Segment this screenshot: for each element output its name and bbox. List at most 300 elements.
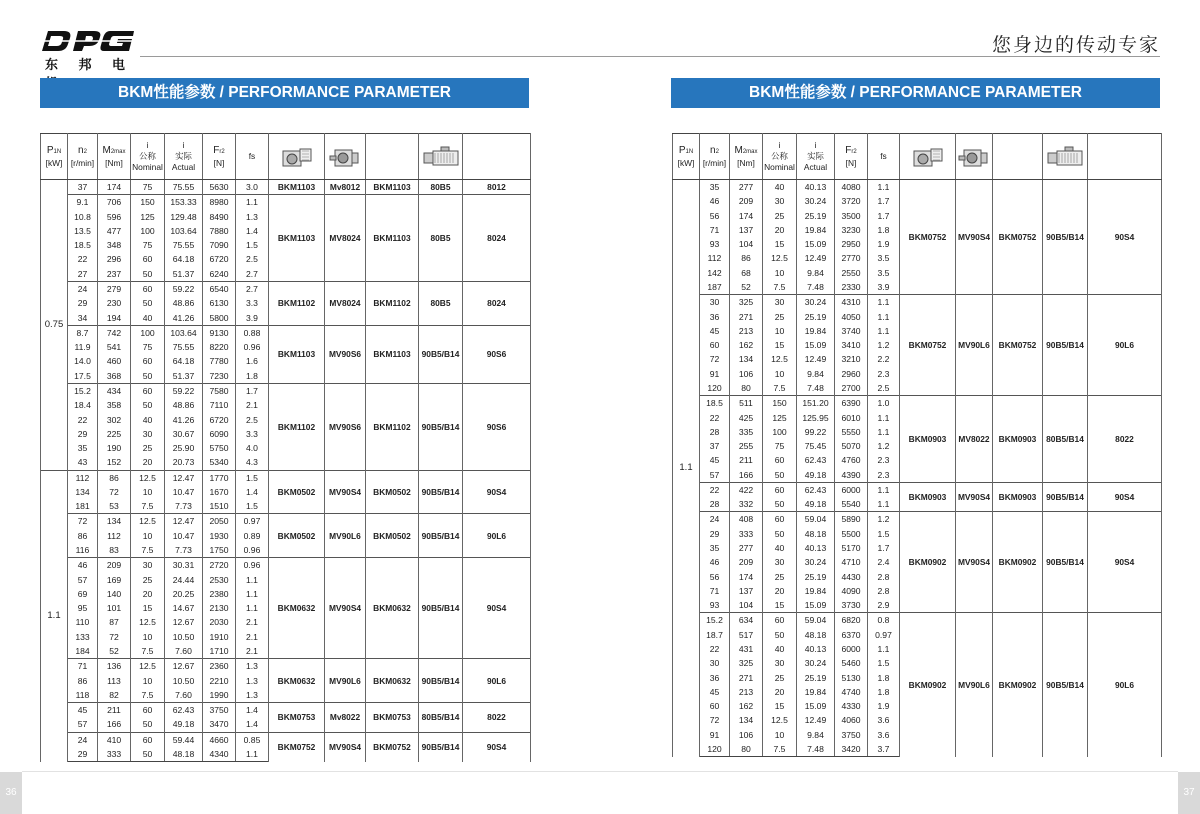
table-row	[41, 470, 531, 485]
speed-cell: 184	[68, 644, 98, 659]
fs-cell: 1.1	[868, 411, 900, 425]
torque-cell: 86	[98, 470, 131, 485]
col-model-4	[1043, 134, 1088, 180]
speed-cell: 13.5	[68, 224, 98, 238]
col-speed: n2 [r/min]	[68, 134, 98, 180]
ratio-actual-cell: 99.22	[797, 425, 835, 439]
torque-cell: 137	[730, 223, 763, 237]
motor-code-cell: 8024	[463, 195, 531, 282]
reducer-model-b-cell: BKM0902	[993, 613, 1043, 757]
ratio-nominal-cell: 10	[763, 728, 797, 742]
fs-cell: 3.3	[236, 296, 269, 310]
force-cell: 6130	[203, 296, 236, 310]
ratio-nominal-cell: 7.5	[763, 280, 797, 295]
fs-cell: 1.1	[868, 425, 900, 439]
ratio-nominal-cell: 10	[131, 529, 165, 543]
force-cell: 6000	[835, 642, 868, 656]
table-row	[41, 558, 531, 573]
speed-cell: 133	[68, 630, 98, 644]
fs-cell: 2.8	[868, 570, 900, 584]
torque-cell: 271	[730, 671, 763, 685]
fs-cell: 1.0	[868, 396, 900, 411]
reducer-model-b-cell: BKM1103	[366, 195, 419, 282]
flange-cell: 90B5/B14	[419, 558, 463, 659]
reducer-model-cell: BKM0502	[269, 514, 325, 558]
performance-table-left	[40, 133, 531, 762]
speed-cell: 72	[68, 514, 98, 529]
force-cell: 2720	[203, 558, 236, 573]
fs-cell: 1.5	[236, 238, 269, 252]
ratio-actual-cell: 9.84	[797, 266, 835, 280]
fs-cell: 1.4	[236, 224, 269, 238]
motor-model-cell: MV90L6	[956, 613, 993, 757]
ratio-actual-cell: 15.09	[797, 338, 835, 352]
force-cell: 3720	[835, 194, 868, 208]
ratio-actual-cell: 48.18	[165, 747, 203, 762]
table-row	[41, 180, 531, 195]
torque-cell: 83	[98, 543, 131, 558]
torque-cell: 431	[730, 642, 763, 656]
ratio-actual-cell: 7.73	[165, 499, 203, 514]
force-cell: 5460	[835, 656, 868, 670]
reducer-model-b-cell: BKM1103	[366, 325, 419, 383]
force-cell: 6820	[835, 613, 868, 628]
reducer-model-cell: BKM0902	[900, 512, 956, 613]
torque-cell: 169	[98, 573, 131, 587]
reducer-model-b-cell: BKM0502	[366, 470, 419, 514]
ratio-nominal-cell: 60	[763, 613, 797, 628]
ratio-actual-cell: 151.20	[797, 396, 835, 411]
speed-cell: 24	[700, 512, 730, 527]
flange-cell: 90B5/B14	[419, 732, 463, 762]
fs-cell: 3.7	[868, 742, 900, 757]
fs-cell: 0.89	[236, 529, 269, 543]
ratio-actual-cell: 51.37	[165, 369, 203, 384]
ratio-nominal-cell: 60	[131, 732, 165, 747]
force-cell: 5750	[203, 441, 236, 455]
flange-cell: 90B5/B14	[1043, 512, 1088, 613]
ratio-nominal-cell: 7.5	[131, 644, 165, 659]
ratio-actual-cell: 30.24	[797, 194, 835, 208]
fs-cell: 2.5	[236, 252, 269, 266]
speed-cell: 18.5	[68, 238, 98, 252]
torque-cell: 460	[98, 354, 131, 368]
force-cell: 2380	[203, 587, 236, 601]
ratio-nominal-cell: 12.5	[763, 713, 797, 727]
ratio-actual-cell: 40.13	[797, 180, 835, 195]
ratio-actual-cell: 19.84	[797, 324, 835, 338]
col-torque: M2max [Nm]	[98, 134, 131, 180]
ratio-nominal-cell: 60	[131, 703, 165, 718]
fs-cell: 0.96	[236, 543, 269, 558]
gear-icon	[280, 146, 314, 168]
ratio-nominal-cell: 12.5	[131, 615, 165, 629]
reducer-model-b-cell: BKM0903	[993, 482, 1043, 512]
ratio-actual-cell: 7.48	[797, 742, 835, 757]
fs-cell: 3.3	[236, 427, 269, 441]
flange-cell: 80B5	[419, 180, 463, 195]
ratio-actual-cell: 24.44	[165, 573, 203, 587]
force-cell: 3420	[835, 742, 868, 757]
speed-cell: 36	[700, 310, 730, 324]
speed-cell: 46	[700, 555, 730, 569]
force-cell: 8980	[203, 195, 236, 210]
torque-cell: 104	[730, 237, 763, 251]
ratio-nominal-cell: 25	[763, 310, 797, 324]
ratio-actual-cell: 19.84	[797, 685, 835, 699]
header-row	[673, 134, 1162, 180]
ratio-actual-cell: 41.26	[165, 311, 203, 326]
ratio-nominal-cell: 40	[131, 413, 165, 427]
force-cell: 1770	[203, 470, 236, 485]
motor-code-cell: 90S4	[463, 470, 531, 514]
ratio-nominal-cell: 10	[131, 630, 165, 644]
force-cell: 4660	[203, 732, 236, 747]
ratio-nominal-cell: 20	[131, 587, 165, 601]
fs-cell: 2.1	[236, 644, 269, 659]
ratio-nominal-cell: 12.5	[763, 251, 797, 265]
fs-cell: 0.96	[236, 340, 269, 354]
speed-cell: 29	[68, 296, 98, 310]
col-model-2	[325, 134, 366, 180]
torque-cell: 333	[98, 747, 131, 762]
header-divider	[140, 56, 1160, 57]
fs-cell: 1.3	[236, 688, 269, 703]
reducer-model-cell: BKM0752	[269, 732, 325, 762]
ratio-nominal-cell: 25	[763, 671, 797, 685]
speed-cell: 56	[700, 209, 730, 223]
ratio-nominal-cell: 40	[131, 311, 165, 326]
motor-code-cell: 90S6	[463, 383, 531, 470]
torque-cell: 72	[98, 630, 131, 644]
torque-cell: 209	[730, 194, 763, 208]
speed-cell: 46	[68, 558, 98, 573]
fs-cell: 1.1	[868, 180, 900, 195]
motor-model-cell: MV8022	[956, 396, 993, 483]
fs-cell: 2.3	[868, 453, 900, 467]
fs-cell: 1.3	[236, 659, 269, 674]
ratio-actual-cell: 49.18	[165, 717, 203, 732]
torque-cell: 166	[98, 717, 131, 732]
torque-cell: 348	[98, 238, 131, 252]
ratio-actual-cell: 12.49	[797, 352, 835, 366]
table-row	[673, 396, 1162, 411]
torque-cell: 511	[730, 396, 763, 411]
fs-cell: 2.8	[868, 584, 900, 598]
ratio-nominal-cell: 60	[131, 252, 165, 266]
ratio-nominal-cell: 25	[763, 570, 797, 584]
reducer-model-cell: BKM0632	[269, 659, 325, 703]
force-cell: 4330	[835, 699, 868, 713]
reducer-model-b-cell: BKM1103	[366, 180, 419, 195]
reducer-model-b-cell: BKM0752	[993, 295, 1043, 396]
table-row	[41, 514, 531, 529]
col-radial-force: Fr2 [N]	[203, 134, 236, 180]
fs-cell: 1.8	[236, 369, 269, 384]
ratio-actual-cell: 30.24	[797, 656, 835, 670]
ratio-nominal-cell: 75	[131, 180, 165, 195]
ratio-nominal-cell: 20	[131, 455, 165, 470]
reducer-model-cell: BKM0752	[900, 180, 956, 295]
force-cell: 6540	[203, 281, 236, 296]
fs-cell: 4.3	[236, 455, 269, 470]
fs-cell: 1.2	[868, 338, 900, 352]
fs-cell: 1.1	[236, 601, 269, 615]
ratio-actual-cell: 9.84	[797, 728, 835, 742]
ratio-actual-cell: 48.86	[165, 296, 203, 310]
motor-model-cell: MV90S4	[325, 558, 366, 659]
torque-cell: 162	[730, 338, 763, 352]
torque-cell: 325	[730, 656, 763, 670]
force-cell: 5130	[835, 671, 868, 685]
torque-cell: 277	[730, 180, 763, 195]
speed-cell: 71	[68, 659, 98, 674]
motor-model-cell: MV8024	[325, 281, 366, 325]
ratio-nominal-cell: 40	[763, 642, 797, 656]
ratio-actual-cell: 7.60	[165, 644, 203, 659]
col-model-5	[463, 134, 531, 180]
torque-cell: 80	[730, 381, 763, 396]
force-cell: 1710	[203, 644, 236, 659]
force-cell: 2050	[203, 514, 236, 529]
ratio-nominal-cell: 10	[131, 485, 165, 499]
speed-cell: 46	[700, 194, 730, 208]
ratio-nominal-cell: 60	[763, 482, 797, 497]
power-cell: 1.1	[41, 470, 68, 762]
force-cell: 2700	[835, 381, 868, 396]
force-cell: 5070	[835, 439, 868, 453]
speed-cell: 134	[68, 485, 98, 499]
ratio-nominal-cell: 12.5	[131, 514, 165, 529]
col-ratio-nominal: i 公称 Nominal	[131, 134, 165, 180]
speed-cell: 57	[68, 573, 98, 587]
col-service-factor: fs	[868, 134, 900, 180]
torque-cell: 134	[730, 352, 763, 366]
ratio-actual-cell: 59.22	[165, 281, 203, 296]
torque-cell: 213	[730, 685, 763, 699]
speed-cell: 56	[700, 570, 730, 584]
ratio-nominal-cell: 50	[131, 398, 165, 412]
reducer-model-b-cell: BKM0903	[993, 396, 1043, 483]
ratio-nominal-cell: 30	[763, 295, 797, 310]
ratio-nominal-cell: 60	[763, 453, 797, 467]
ratio-nominal-cell: 60	[763, 512, 797, 527]
ratio-actual-cell: 12.49	[797, 713, 835, 727]
force-cell: 3750	[835, 728, 868, 742]
force-cell: 3730	[835, 598, 868, 613]
torque-cell: 174	[98, 180, 131, 195]
speed-cell: 37	[68, 180, 98, 195]
ratio-nominal-cell: 15	[763, 338, 797, 352]
motor-code-cell: 90L6	[463, 514, 531, 558]
torque-cell: 410	[98, 732, 131, 747]
ratio-actual-cell: 14.67	[165, 601, 203, 615]
motor-code-cell: 8022	[463, 703, 531, 733]
brand-chinese-name: 东 邦 电	[45, 58, 134, 73]
motor-code-cell: 90L6	[1088, 613, 1162, 757]
fs-cell: 2.5	[868, 381, 900, 396]
torque-cell: 477	[98, 224, 131, 238]
table-row	[673, 180, 1162, 195]
torque-cell: 112	[98, 529, 131, 543]
force-cell: 6000	[835, 482, 868, 497]
force-cell: 4090	[835, 584, 868, 598]
ratio-nominal-cell: 100	[131, 224, 165, 238]
speed-cell: 22	[68, 413, 98, 427]
flange-cell: 90B5/B14	[419, 659, 463, 703]
force-cell: 7110	[203, 398, 236, 412]
torque-cell: 237	[98, 267, 131, 282]
ratio-nominal-cell: 7.5	[763, 381, 797, 396]
force-cell: 7780	[203, 354, 236, 368]
ratio-nominal-cell: 50	[763, 628, 797, 642]
reducer-model-cell: BKM0903	[900, 482, 956, 512]
speed-cell: 14.0	[68, 354, 98, 368]
ratio-nominal-cell: 12.5	[763, 352, 797, 366]
motor-model-cell: MV90S6	[325, 325, 366, 383]
fs-cell: 2.1	[236, 630, 269, 644]
force-cell: 9130	[203, 325, 236, 340]
motor-code-cell: 8024	[463, 281, 531, 325]
speed-cell: 60	[700, 699, 730, 713]
speed-cell: 29	[700, 527, 730, 541]
ratio-actual-cell: 103.64	[165, 224, 203, 238]
speed-cell: 60	[700, 338, 730, 352]
motor-code-cell: 90S4	[1088, 482, 1162, 512]
speed-cell: 118	[68, 688, 98, 703]
ratio-actual-cell: 7.73	[165, 543, 203, 558]
force-cell: 5540	[835, 497, 868, 512]
ratio-actual-cell: 30.67	[165, 427, 203, 441]
ratio-nominal-cell: 10	[763, 324, 797, 338]
reducer-model-cell: BKM1102	[269, 383, 325, 470]
speed-cell: 34	[68, 311, 98, 326]
torque-cell: 209	[98, 558, 131, 573]
motor-model-cell: MV8024	[325, 195, 366, 282]
force-cell: 4060	[835, 713, 868, 727]
fs-cell: 0.88	[236, 325, 269, 340]
torque-cell: 166	[730, 468, 763, 483]
torque-cell: 408	[730, 512, 763, 527]
ratio-nominal-cell: 50	[763, 527, 797, 541]
ratio-nominal-cell: 12.5	[131, 470, 165, 485]
ratio-nominal-cell: 40	[763, 541, 797, 555]
motor-model-cell: MV90S4	[325, 470, 366, 514]
ratio-actual-cell: 25.90	[165, 441, 203, 455]
speed-cell: 57	[700, 468, 730, 483]
motor-code-cell: 90L6	[1088, 295, 1162, 396]
torque-cell: 434	[98, 383, 131, 398]
motor-code-cell: 90L6	[463, 659, 531, 703]
motor-model-cell: Mv8012	[325, 180, 366, 195]
ratio-nominal-cell: 50	[763, 468, 797, 483]
fs-cell: 1.7	[236, 383, 269, 398]
speed-cell: 86	[68, 674, 98, 688]
ratio-actual-cell: 19.84	[797, 584, 835, 598]
ratio-actual-cell: 48.86	[165, 398, 203, 412]
fs-cell: 2.7	[236, 281, 269, 296]
ratio-nominal-cell: 15	[763, 237, 797, 251]
flange-cell: 90B5/B14	[1043, 295, 1088, 396]
torque-cell: 230	[98, 296, 131, 310]
force-cell: 2950	[835, 237, 868, 251]
reducer-model-cell: BKM1103	[269, 180, 325, 195]
torque-cell: 634	[730, 613, 763, 628]
speed-cell: 142	[700, 266, 730, 280]
ratio-actual-cell: 10.47	[165, 485, 203, 499]
ratio-nominal-cell: 60	[131, 383, 165, 398]
reducer-icon	[328, 146, 362, 168]
force-cell: 2530	[203, 573, 236, 587]
speed-cell: 35	[700, 180, 730, 195]
torque-cell: 136	[98, 659, 131, 674]
torque-cell: 86	[730, 251, 763, 265]
ratio-actual-cell: 153.33	[165, 195, 203, 210]
speed-cell: 91	[700, 367, 730, 381]
fs-cell: 1.4	[236, 717, 269, 732]
ratio-nominal-cell: 60	[131, 354, 165, 368]
fs-cell: 1.1	[236, 195, 269, 210]
reducer-model-b-cell: BKM0902	[993, 512, 1043, 613]
fs-cell: 1.1	[236, 587, 269, 601]
torque-cell: 706	[98, 195, 131, 210]
force-cell: 6370	[835, 628, 868, 642]
speed-cell: 181	[68, 499, 98, 514]
fs-cell: 1.1	[868, 642, 900, 656]
force-cell: 3750	[203, 703, 236, 718]
force-cell: 5500	[835, 527, 868, 541]
force-cell: 6390	[835, 396, 868, 411]
fs-cell: 1.5	[236, 470, 269, 485]
ratio-nominal-cell: 60	[131, 281, 165, 296]
table-row	[41, 195, 531, 210]
table-row	[41, 383, 531, 398]
torque-cell: 302	[98, 413, 131, 427]
force-cell: 3210	[835, 352, 868, 366]
force-cell: 4710	[835, 555, 868, 569]
torque-cell: 106	[730, 367, 763, 381]
speed-cell: 36	[700, 671, 730, 685]
force-cell: 7090	[203, 238, 236, 252]
reducer-model-b-cell: BKM0753	[366, 703, 419, 733]
force-cell: 5340	[203, 455, 236, 470]
torque-cell: 517	[730, 628, 763, 642]
col-torque: M2max [Nm]	[730, 134, 763, 180]
speed-cell: 110	[68, 615, 98, 629]
fs-cell: 2.3	[868, 468, 900, 483]
force-cell: 3740	[835, 324, 868, 338]
force-cell: 7580	[203, 383, 236, 398]
ratio-nominal-cell: 75	[131, 238, 165, 252]
fs-cell: 0.97	[236, 514, 269, 529]
col-model-3	[366, 134, 419, 180]
table-row	[673, 512, 1162, 527]
speed-cell: 71	[700, 584, 730, 598]
torque-cell: 209	[730, 555, 763, 569]
speed-cell: 29	[68, 747, 98, 762]
force-cell: 3410	[835, 338, 868, 352]
torque-cell: 255	[730, 439, 763, 453]
torque-cell: 52	[98, 644, 131, 659]
torque-cell: 211	[730, 453, 763, 467]
fs-cell: 1.3	[236, 210, 269, 224]
flange-cell: 80B5	[419, 281, 463, 325]
force-cell: 1510	[203, 499, 236, 514]
ratio-actual-cell: 9.84	[797, 367, 835, 381]
speed-cell: 9.1	[68, 195, 98, 210]
ratio-nominal-cell: 20	[763, 584, 797, 598]
flange-cell: 90B5/B14	[1043, 482, 1088, 512]
